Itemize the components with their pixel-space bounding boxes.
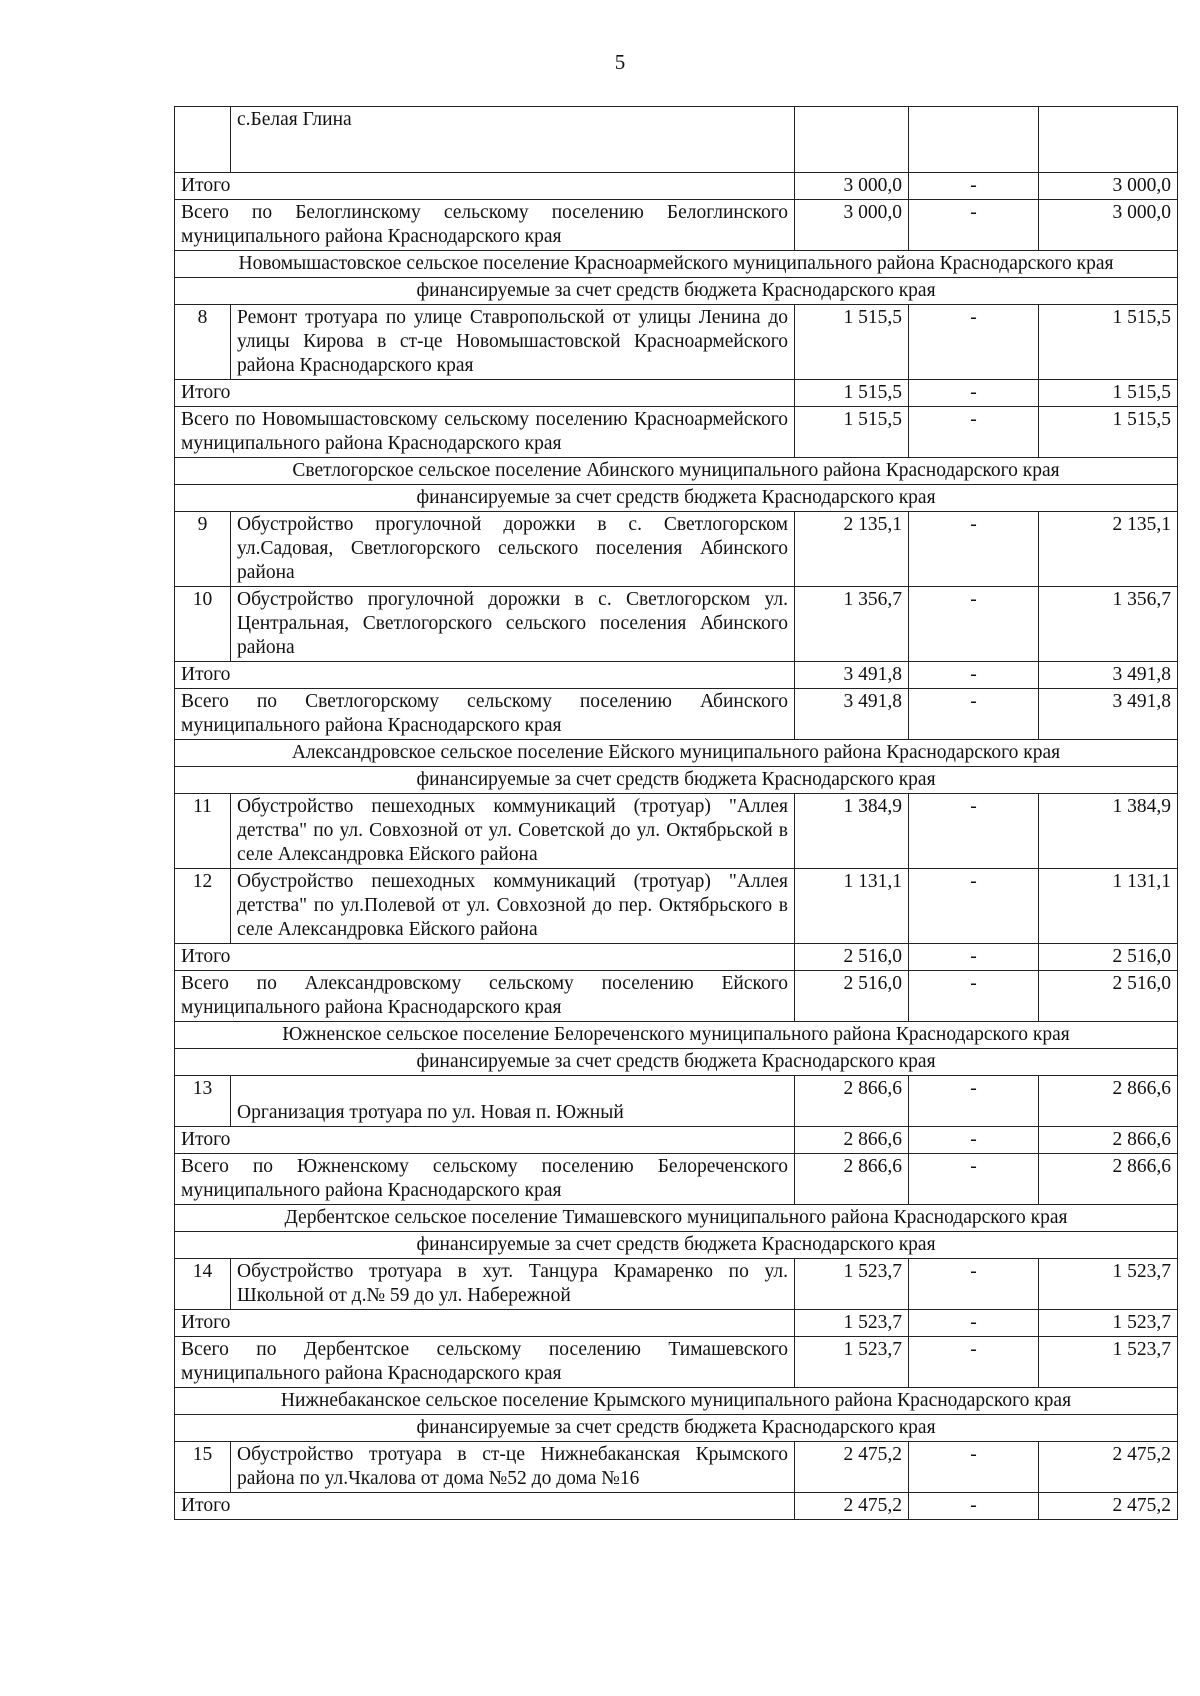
value-c: 1 131,1	[1039, 869, 1178, 944]
row-description: Обустройство тротуара в ст-це Нижнебаканская Крымского района по ул.Чкалова от дома №52 до дома №16	[231, 1442, 795, 1493]
value-a: 2 866,6	[795, 1154, 909, 1205]
table-row	[175, 1442, 1178, 1493]
value-c: 1 356,7	[1039, 587, 1178, 662]
vsego-label: Всего по Дербентское сельскому поселению Тимашевского муниципального района Краснодарского края	[175, 1337, 795, 1388]
vsego-row	[175, 1337, 1178, 1388]
value-a: 2 475,2	[795, 1493, 909, 1520]
table-row	[175, 869, 1178, 944]
value-c: 3 491,8	[1039, 662, 1178, 689]
section-heading: Южненское сельское поселение Белореченского муниципального района Краснодарского края	[175, 1022, 1178, 1049]
value-b: -	[909, 869, 1039, 944]
value-c: 1 523,7	[1039, 1310, 1178, 1337]
value-b: -	[909, 794, 1039, 869]
value-b: -	[909, 1442, 1039, 1493]
row-description: Обустройство тротуара в хут. Танцура Крамаренко по ул. Школьной от д.№ 59 до ул. Набережной	[231, 1259, 795, 1310]
section-subheading: финансируемые за счет средств бюджета Краснодарского края	[175, 278, 1178, 305]
vsego-row	[175, 971, 1178, 1022]
value-a: 2 516,0	[795, 944, 909, 971]
table-row	[175, 512, 1178, 587]
value-c: 3 000,0	[1039, 173, 1178, 200]
value-a: 1 515,5	[795, 407, 909, 458]
funding-table	[174, 106, 1178, 1520]
row-number: 11	[175, 794, 231, 869]
value-c: 2 135,1	[1039, 512, 1178, 587]
section-sub-row	[175, 1415, 1178, 1442]
value-a: 1 356,7	[795, 587, 909, 662]
value-c: 1 515,5	[1039, 305, 1178, 380]
value-a: 1 515,5	[795, 305, 909, 380]
section-sub-row	[175, 1232, 1178, 1259]
itogo-row	[175, 173, 1178, 200]
section-heading: Новомышастовское сельское поселение Красноармейского муниципального района Краснодарского края	[175, 251, 1178, 278]
value-c: 3 000,0	[1039, 200, 1178, 251]
value-a: 2 475,2	[795, 1442, 909, 1493]
value-c: 1 523,7	[1039, 1337, 1178, 1388]
value-c: 1 515,5	[1039, 380, 1178, 407]
value-a: 3 491,8	[795, 662, 909, 689]
value-b: -	[909, 380, 1039, 407]
value-c: 1 515,5	[1039, 407, 1178, 458]
itogo-label: Итого	[175, 1493, 795, 1520]
itogo-label: Итого	[175, 1310, 795, 1337]
value-b: -	[909, 944, 1039, 971]
row-number: 9	[175, 512, 231, 587]
value-b: -	[909, 1076, 1039, 1127]
table-row	[175, 305, 1178, 380]
section-sub-row	[175, 1049, 1178, 1076]
value-b: -	[909, 971, 1039, 1022]
value-b: -	[909, 305, 1039, 380]
row-number: 15	[175, 1442, 231, 1493]
value-c: 2 475,2	[1039, 1442, 1178, 1493]
value-b: -	[909, 662, 1039, 689]
page-number: 5	[614, 50, 626, 74]
vsego-row	[175, 1154, 1178, 1205]
row-number: 12	[175, 869, 231, 944]
row-description: с.Белая Глина	[231, 107, 795, 173]
table-row	[175, 794, 1178, 869]
table-row	[175, 1076, 1178, 1127]
section-heading-row	[175, 1388, 1178, 1415]
value-a: 1 523,7	[795, 1337, 909, 1388]
value-c: 2 516,0	[1039, 971, 1178, 1022]
table-row	[175, 587, 1178, 662]
section-heading-row	[175, 740, 1178, 767]
value-c: 3 491,8	[1039, 689, 1178, 740]
section-heading-row	[175, 458, 1178, 485]
section-subheading: финансируемые за счет средств бюджета Краснодарского края	[175, 1415, 1178, 1442]
row-number: 10	[175, 587, 231, 662]
vsego-label: Всего по Новомышастовскому сельскому поселению Красноармейского муниципального района Краснодарского края	[175, 407, 795, 458]
value-a: 3 491,8	[795, 689, 909, 740]
value-b: -	[909, 407, 1039, 458]
value-a: 2 516,0	[795, 971, 909, 1022]
section-subheading: финансируемые за счет средств бюджета Краснодарского края	[175, 485, 1178, 512]
section-heading-row	[175, 1205, 1178, 1232]
row-number: 13	[175, 1076, 231, 1127]
itogo-row	[175, 1310, 1178, 1337]
value-a: 1 384,9	[795, 794, 909, 869]
row-description: Обустройство прогулочной дорожки в с. Светлогорском ул. Центральная, Светлогорского сельского поселения Абинского района	[231, 587, 795, 662]
value-a: 2 866,6	[795, 1127, 909, 1154]
section-subheading: финансируемые за счет средств бюджета Краснодарского края	[175, 767, 1178, 794]
value-c: 2 475,2	[1039, 1493, 1178, 1520]
section-subheading: финансируемые за счет средств бюджета Краснодарского края	[175, 1049, 1178, 1076]
table-row	[175, 107, 1178, 173]
section-sub-row	[175, 767, 1178, 794]
value-b: -	[909, 1493, 1039, 1520]
value-a: 1 515,5	[795, 380, 909, 407]
vsego-label: Всего по Светлогорскому сельскому поселению Абинского муниципального района Краснодарского края	[175, 689, 795, 740]
section-subheading: финансируемые за счет средств бюджета Краснодарского края	[175, 1232, 1178, 1259]
row-description: Ремонт тротуара по улице Ставропольской от улицы Ленина до улицы Кирова в ст-це Новомышастовской Красноармейского района Краснодарского края	[231, 305, 795, 380]
value-b: -	[909, 512, 1039, 587]
itogo-row	[175, 380, 1178, 407]
vsego-label: Всего по Александровскому сельскому поселению Ейского муниципального района Краснодарского края	[175, 971, 795, 1022]
section-sub-row	[175, 278, 1178, 305]
itogo-label: Итого	[175, 380, 795, 407]
row-number: 8	[175, 305, 231, 380]
table-row	[175, 1259, 1178, 1310]
value-a: 2 866,6	[795, 1076, 909, 1127]
section-heading: Александровское сельское поселение Ейского муниципального района Краснодарского края	[175, 740, 1178, 767]
section-heading: Светлогорское сельское поселение Абинского муниципального района Краснодарского края	[175, 458, 1178, 485]
section-heading-row	[175, 251, 1178, 278]
itogo-row	[175, 662, 1178, 689]
row-description: Обустройство пешеходных коммуникаций (тротуар) "Аллея детства" по ул. Совхозной от ул. Советской до ул. Октябрьской в селе Александровка Ейского района	[231, 794, 795, 869]
row-number	[175, 107, 231, 173]
vsego-row	[175, 200, 1178, 251]
value-b: -	[909, 1127, 1039, 1154]
value-b: -	[909, 1154, 1039, 1205]
value-a: 1 523,7	[795, 1310, 909, 1337]
value-c: 2 866,6	[1039, 1127, 1178, 1154]
itogo-row	[175, 1127, 1178, 1154]
itogo-row	[175, 1493, 1178, 1520]
value-c: 2 866,6	[1039, 1154, 1178, 1205]
section-heading: Нижнебаканское сельское поселение Крымского муниципального района Краснодарского края	[175, 1388, 1178, 1415]
value-b: -	[909, 200, 1039, 251]
value-b: -	[909, 587, 1039, 662]
row-number: 14	[175, 1259, 231, 1310]
row-description: Организация тротуара по ул. Новая п. Южный	[231, 1076, 795, 1127]
value-b: -	[909, 1259, 1039, 1310]
itogo-row	[175, 944, 1178, 971]
itogo-label: Итого	[175, 662, 795, 689]
row-description: Обустройство пешеходных коммуникаций (тротуар) "Аллея детства" по ул.Полевой от ул. Совхозной до пер. Октябрьского в селе Александровка Ейского района	[231, 869, 795, 944]
value-b: -	[909, 1337, 1039, 1388]
itogo-label: Итого	[175, 173, 795, 200]
vsego-row	[175, 689, 1178, 740]
section-heading: Дербентское сельское поселение Тимашевского муниципального района Краснодарского края	[175, 1205, 1178, 1232]
value-c: 2 866,6	[1039, 1076, 1178, 1127]
vsego-row	[175, 407, 1178, 458]
value-a: 3 000,0	[795, 200, 909, 251]
itogo-label: Итого	[175, 1127, 795, 1154]
value-c: 1 384,9	[1039, 794, 1178, 869]
section-heading-row	[175, 1022, 1178, 1049]
section-sub-row	[175, 485, 1178, 512]
value-a: 1 131,1	[795, 869, 909, 944]
value-b: -	[909, 1310, 1039, 1337]
vsego-label: Всего по Южненскому сельскому поселению Белореченского муниципального района Краснодарского края	[175, 1154, 795, 1205]
value-b: -	[909, 689, 1039, 740]
row-description: Обустройство прогулочной дорожки в с. Светлогорском ул.Садовая, Светлогорского сельского поселения Абинского района	[231, 512, 795, 587]
value-b: -	[909, 173, 1039, 200]
value-a: 1 523,7	[795, 1259, 909, 1310]
value-c: 1 523,7	[1039, 1259, 1178, 1310]
value-a: 3 000,0	[795, 173, 909, 200]
value-a: 2 135,1	[795, 512, 909, 587]
value-c: 2 516,0	[1039, 944, 1178, 971]
itogo-label: Итого	[175, 944, 795, 971]
vsego-label: Всего по Белоглинскому сельскому поселению Белоглинского муниципального района Краснодарского края	[175, 200, 795, 251]
